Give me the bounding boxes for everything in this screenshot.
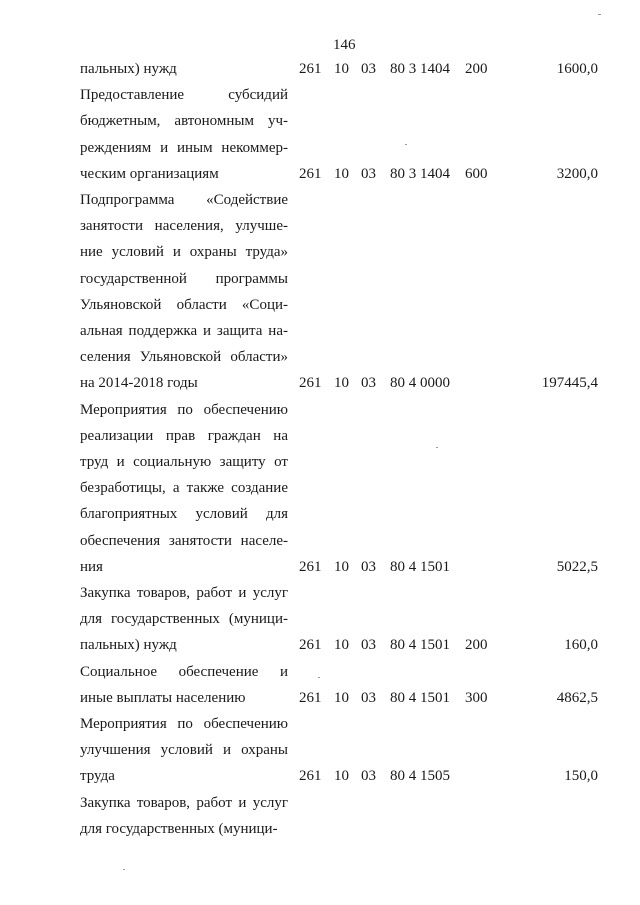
scan-speck bbox=[318, 677, 320, 678]
row-description bbox=[80, 659, 288, 711]
description-line: бюджетным, автономным уч- bbox=[80, 113, 288, 130]
target-article-cell: 80 4 1501 bbox=[390, 637, 450, 654]
ministry-code-cell: 261 bbox=[299, 637, 322, 654]
subsection-cell: 03 bbox=[361, 375, 376, 392]
expense-type-cell: 600 bbox=[465, 165, 488, 182]
row-description bbox=[80, 397, 288, 580]
subsection-cell: 03 bbox=[361, 558, 376, 575]
target-article-cell: 80 4 1501 bbox=[390, 558, 450, 575]
description-line: иные выплаты населению bbox=[80, 689, 246, 706]
row-description bbox=[80, 580, 288, 659]
amount-cell: 5022,5 bbox=[556, 558, 598, 575]
description-line: занятости населения, улучше- bbox=[80, 218, 288, 235]
section-cell: 10 bbox=[334, 637, 349, 654]
target-article-cell: 80 4 0000 bbox=[390, 375, 450, 392]
target-article-cell: 80 3 1404 bbox=[390, 165, 450, 182]
row-description bbox=[80, 82, 288, 187]
scan-speck bbox=[598, 14, 601, 15]
amount-cell: 4862,5 bbox=[556, 689, 598, 706]
ministry-code-cell: 261 bbox=[299, 375, 322, 392]
description-line: государственной программы bbox=[80, 270, 288, 287]
description-line: реждениям и иным некоммер- bbox=[80, 139, 288, 156]
page-number: 146 bbox=[333, 37, 356, 53]
description-line: Мероприятия по обеспечению bbox=[80, 716, 288, 732]
description-line: ния bbox=[80, 558, 103, 575]
description-line: благоприятных условий для bbox=[80, 506, 288, 523]
description-line: Мероприятия по обеспечению bbox=[80, 401, 288, 418]
section-cell: 10 bbox=[334, 165, 349, 182]
description-line: обеспечения занятости населе- bbox=[80, 532, 288, 549]
amount-cell: 150,0 bbox=[564, 768, 598, 785]
target-article-cell: 80 4 1505 bbox=[390, 768, 450, 785]
ministry-code-cell: 261 bbox=[299, 165, 322, 182]
description-line: для государственных (муници- bbox=[80, 611, 288, 628]
description-line: на 2014-2018 годы bbox=[80, 375, 198, 392]
ministry-code-cell: 261 bbox=[299, 558, 322, 575]
target-article-cell: 80 3 1404 bbox=[390, 61, 450, 77]
description-line: Подпрограмма «Содействие bbox=[80, 192, 288, 208]
row-description bbox=[80, 790, 288, 842]
amount-cell: 197445,4 bbox=[541, 375, 598, 392]
description-line: Закупка товаров, работ и услуг bbox=[80, 585, 288, 601]
expense-type-cell: 300 bbox=[465, 689, 488, 706]
amount-cell: 1600,0 bbox=[556, 61, 598, 77]
description-line: пальных) нужд bbox=[80, 61, 177, 77]
description-line: ческим организациям bbox=[80, 165, 219, 182]
scan-speck bbox=[123, 869, 125, 870]
description-line: Закупка товаров, работ и услуг bbox=[80, 794, 288, 811]
ministry-code-cell: 261 bbox=[299, 768, 322, 785]
scan-speck bbox=[436, 447, 438, 448]
section-cell: 10 bbox=[334, 768, 349, 785]
description-line: реализации прав граждан на bbox=[80, 427, 288, 444]
section-cell: 10 bbox=[334, 689, 349, 706]
description-line: пальных) нужд bbox=[80, 637, 177, 654]
section-cell: 10 bbox=[334, 375, 349, 392]
expense-type-cell: 200 bbox=[465, 61, 488, 77]
description-line: для государственных (муници- bbox=[80, 820, 278, 837]
description-line: альная поддержка и защита на- bbox=[80, 323, 288, 340]
ministry-code-cell: 261 bbox=[299, 61, 322, 77]
subsection-cell: 03 bbox=[361, 61, 376, 77]
description-line: Социальное обеспечение и bbox=[80, 663, 288, 680]
row-description bbox=[80, 56, 288, 82]
description-line: улучшения условий и охраны bbox=[80, 742, 288, 759]
description-line: безработицы, а также создание bbox=[80, 480, 288, 497]
subsection-cell: 03 bbox=[361, 768, 376, 785]
subsection-cell: 03 bbox=[361, 637, 376, 654]
expense-type-cell: 200 bbox=[465, 637, 488, 654]
amount-cell: 3200,0 bbox=[556, 165, 598, 182]
subsection-cell: 03 bbox=[361, 689, 376, 706]
description-line: Предоставление субсидий bbox=[80, 87, 288, 104]
target-article-cell: 80 4 1501 bbox=[390, 689, 450, 706]
section-cell: 10 bbox=[334, 558, 349, 575]
description-line: ние условий и охраны труда» bbox=[80, 244, 288, 261]
section-cell: 10 bbox=[334, 61, 349, 77]
ministry-code-cell: 261 bbox=[299, 689, 322, 706]
row-description bbox=[80, 187, 288, 397]
description-line: Ульяновской области «Соци- bbox=[80, 296, 288, 313]
description-line: труд и социальную защиту от bbox=[80, 454, 288, 470]
scan-speck bbox=[405, 144, 407, 145]
amount-cell: 160,0 bbox=[564, 637, 598, 654]
row-description bbox=[80, 711, 288, 790]
subsection-cell: 03 bbox=[361, 165, 376, 182]
description-line: труда bbox=[80, 768, 115, 785]
description-line: селения Ульяновской области» bbox=[80, 349, 288, 366]
